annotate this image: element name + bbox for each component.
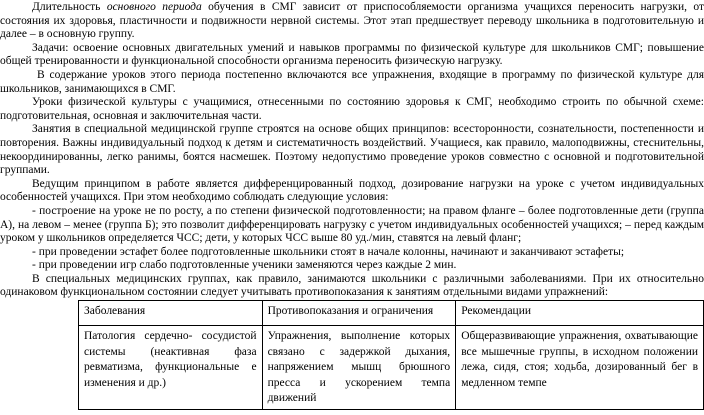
- table-row: [79, 326, 704, 410]
- column-header-contraindications: Противопоказания и ограничения: [262, 301, 456, 326]
- paragraph-differentiated-approach: Ведущим принципом в работе является дифференцированный подход, дозирование нагрузки на уроке с учетом индивидуальных особенностей учащихся. При этом необходимо соблюдать следующие условия:: [0, 177, 704, 204]
- paragraph-principles: Занятия в специальной медицинской группе строятся на основе общих принципов: всесторонности, сознательности, постепенности и повторения. Важны индивидуальный подход к детям и систематичность воздействий. Учащиеся, как правило, малоподвижны, стеснительны, некоординированны, легко ранимы, боятся насмешек. Поэтому недопустимо проведение уроков совместно с основной и подготовительной группами.: [0, 123, 704, 177]
- paragraph-contraindications-intro: В специальных медицинских группах, как правило, занимаются школьники с различными заболеваниями. При их относительно одинаковом функциональном состоянии следует учитывать противопоказания к занятиям отдельными видами упражнений:: [0, 272, 704, 299]
- paragraph-main-period: [0, 1, 704, 42]
- paragraph-lesson-structure: Уроки физической культуры с учащимися, отнесенными по состоянию здоровья к СМГ, необходимо строить по обычной схеме: подготовительная, основная и заключительная части.: [0, 96, 704, 122]
- column-header-recommendations: Рекомендации: [456, 301, 704, 326]
- document-body: [0, 1, 704, 300]
- table-header-row: [79, 301, 704, 326]
- emphasis-text: основного периода: [106, 1, 202, 13]
- list-item-games: - при проведении игр слабо подготовленные ученики заменяются через каждые 2 мин.: [32, 259, 457, 272]
- column-header-diseases: Заболевания: [79, 301, 263, 326]
- list-item-lineup: - построение на уроке не по росту, а по степени физической подготовленности; на правом фланге – более подготовленные дети (группа А), на левом – менее (группа Б); это позволит дифференцировать нагрузку с учетом индивидуальных особенностей учащихся; – перед каждым уроком у школьников определяется ЧСС; дети, у которых ЧСС выше 80 уд./мин, ставятся на левый фланг;: [0, 204, 704, 245]
- table-cell-disease: Патология сердечно- сосудистой системы (неактивная фаза ревматизма, функциональные е изменения и др.): [79, 326, 263, 410]
- contraindications-table: [78, 300, 704, 410]
- text-run: обучения в СМГ зависит от приспособляемости организма учащихся переносить нагрузки, от состояния их здоровья, пластичности и подвижности нервной системы. Этот этап предшествует переводу школьника в подготовительную и далее – в основную группу.: [0, 1, 704, 41]
- paragraph-tasks: Задачи: освоение основных двигательных умений и навыков программы по физической культуре для школьников СМГ; повышение общей тренированности и функциональной способности организма переносить физическую нагрузку.: [0, 41, 704, 68]
- text-run: Длительность: [32, 1, 107, 13]
- list-item-relays: - при проведении эстафет более подготовленные школьники стоят в начале колонны, начинают и заканчивают эстафеты;: [32, 245, 625, 258]
- table-cell-contraindication: Упражнения, выполнение которых связано с задержкой дыхания, напряжением мышц брюшного пресса и ускорением темпа движений: [262, 326, 456, 410]
- paragraph-lesson-content: В содержание уроков этого периода постепенно включаются все упражнения, входящие в программу по физической культуре для школьников, занимающихся в СМГ.: [0, 68, 704, 95]
- table-cell-recommendation: Общеразвивающие упражнения, охватывающие все мышечные группы, в исходном положении лежа, сидя, стоя; ходьба, дозированный бег в медленном темпе: [456, 326, 704, 410]
